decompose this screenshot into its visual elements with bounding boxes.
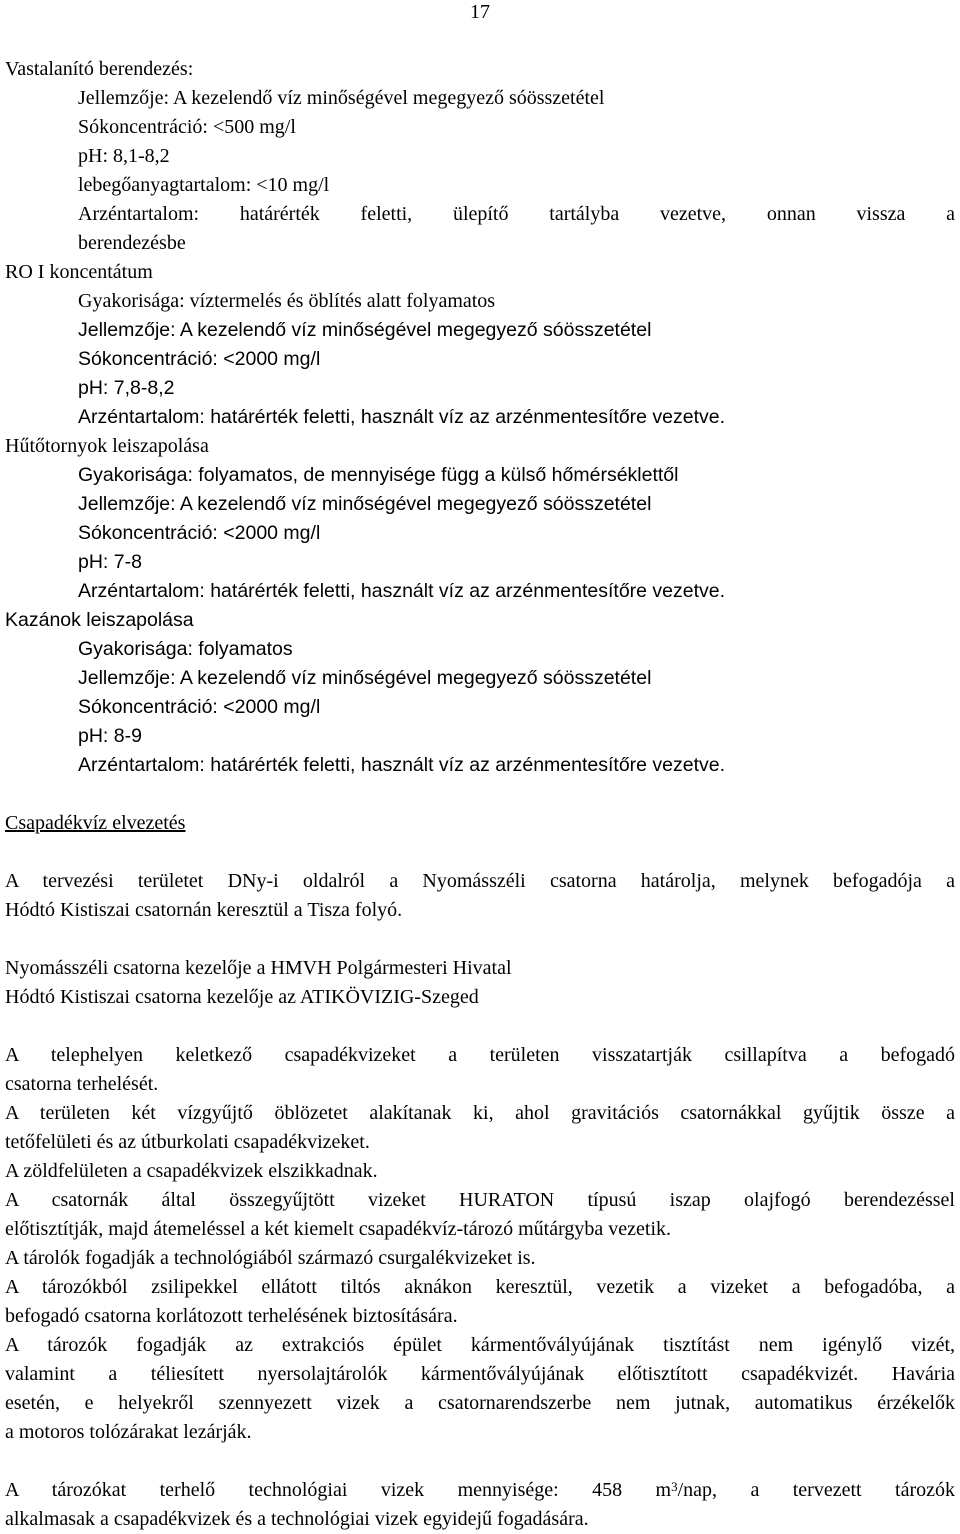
list-item: lebegőanyagtartalom: <10 mg/l xyxy=(78,174,330,196)
paragraph-line: tetőfelületi és az útburkolati csapadékvizeket. xyxy=(5,1131,370,1153)
list-item: Jellemzője: A kezelendő víz minőségével megegyező sóösszetétel xyxy=(78,493,652,515)
paragraph-line: valamint a téliesített nyersolajtárolók kármentővályújának előtisztított csapadékvizét. Havária xyxy=(5,1363,955,1385)
paragraph-line: befogadó csatorna korlátozott terhelésének biztosítására. xyxy=(5,1305,458,1327)
section-heading-csapadek: Csapadékvíz elvezetés xyxy=(5,812,186,834)
list-item: Sókoncentráció: <2000 mg/l xyxy=(78,696,321,718)
paragraph-line: A zöldfelületen a csapadékvizek elszikkadnak. xyxy=(5,1160,378,1182)
paragraph-line: A csatornák által összegyűjtött vizeket HURATON típusú iszap olajfogó berendezéssel xyxy=(5,1189,955,1211)
list-item: pH: 7,8-8,2 xyxy=(78,377,175,399)
list-item: Gyakorisága: folyamatos, de mennyisége függ a külső hőmérséklettől xyxy=(78,464,679,486)
list-item: Sókoncentráció: <500 mg/l xyxy=(78,116,296,138)
paragraph-line: A tervezési területet DNy-i oldalról a Nyomásszéli csatorna határolja, melynek befogadója a xyxy=(5,870,955,892)
list-item: pH: 8,1-8,2 xyxy=(78,145,170,167)
list-item: Jellemzője: A kezelendő víz minőségével megegyező sóösszetétel xyxy=(78,87,605,109)
list-item: Arzéntartalom: határérték feletti, használt víz az arzénmentesítőre vezetve. xyxy=(78,406,726,428)
paragraph-line: A telephelyen keletkező csapadékvizeket a területen visszatartják csillapítva a befogadó xyxy=(5,1044,955,1066)
list-item: Sókoncentráció: <2000 mg/l xyxy=(78,348,321,370)
paragraph-line: előtisztítják, majd átemeléssel a két kiemelt csapadékvíz-tározó műtárgyba vezetik. xyxy=(5,1218,672,1240)
paragraph-line: A tározókból zsilipekkel ellátott tiltós aknákon keresztül, vezetik a vizeket a befogadóba, a xyxy=(5,1276,955,1298)
paragraph-line xyxy=(5,1476,955,1505)
superscript: 3 xyxy=(671,1479,678,1494)
list-item: Jellemzője: A kezelendő víz minőségével megegyező sóösszetétel xyxy=(78,667,652,689)
section-title-ro: RO I koncentátum xyxy=(5,261,153,283)
section-title-kazanok: Kazánok leiszapolása xyxy=(5,609,194,631)
list-item: Gyakorisága: folyamatos xyxy=(78,638,293,660)
text-fragment: A tározókat terhelő technológiai vizek mennyisége: 458 m xyxy=(5,1479,672,1501)
paragraph-line: a motoros tolózárakat lezárják. xyxy=(5,1421,252,1443)
paragraph-line: Hódtó Kistiszai csatorna kezelője az ATIKÖVIZIG-Szeged xyxy=(5,986,479,1008)
paragraph-line: csatorna terhelését. xyxy=(5,1073,159,1095)
text-fragment: /nap, a tervezett tározók xyxy=(677,1479,955,1501)
paragraph-line: esetén, e helyekről szennyezett vizek a csatornarendszerbe nem jutnak, automatikus érzékelők xyxy=(5,1392,955,1414)
paragraph-line: A tározók fogadják az extrakciós épület kármentővályújának tisztítást nem igénylő vizét, xyxy=(5,1334,955,1356)
section-title-vastalanito: Vastalanító berendezés: xyxy=(5,58,194,80)
list-item: Gyakorisága: víztermelés és öblítés alatt folyamatos xyxy=(78,290,496,312)
list-item: Sókoncentráció: <2000 mg/l xyxy=(78,522,321,544)
list-item: pH: 7-8 xyxy=(78,551,142,573)
section-title-hutotornyok: Hűtőtornyok leiszapolása xyxy=(5,435,209,457)
list-item: Arzéntartalom: határérték feletti, ülepítő tartályba vezetve, onnan vissza a xyxy=(78,203,955,225)
list-item: pH: 8-9 xyxy=(78,725,142,747)
paragraph-line: A tárolók fogadják a technológiából származó csurgalékvizeket is. xyxy=(5,1247,536,1269)
list-item: berendezésbe xyxy=(78,232,186,254)
page-number: 17 xyxy=(470,1,490,23)
paragraph-line: Hódtó Kistiszai csatornán keresztül a Tisza folyó. xyxy=(5,899,403,921)
paragraph-line: A területen két vízgyűjtő öblözetet alakítanak ki, ahol gravitációs csatornákkal gyűjtik össze a xyxy=(5,1102,955,1124)
paragraph-line: alkalmasak a csapadékvizek és a technológiai vizek egyidejű fogadására. xyxy=(5,1508,589,1530)
paragraph-line: Nyomásszéli csatorna kezelője a HMVH Polgármesteri Hivatal xyxy=(5,957,512,979)
list-item: Arzéntartalom: határérték feletti, használt víz az arzénmentesítőre vezetve. xyxy=(78,754,726,776)
list-item: Arzéntartalom: határérték feletti, használt víz az arzénmentesítőre vezetve. xyxy=(78,580,726,602)
list-item: Jellemzője: A kezelendő víz minőségével megegyező sóösszetétel xyxy=(78,319,652,341)
